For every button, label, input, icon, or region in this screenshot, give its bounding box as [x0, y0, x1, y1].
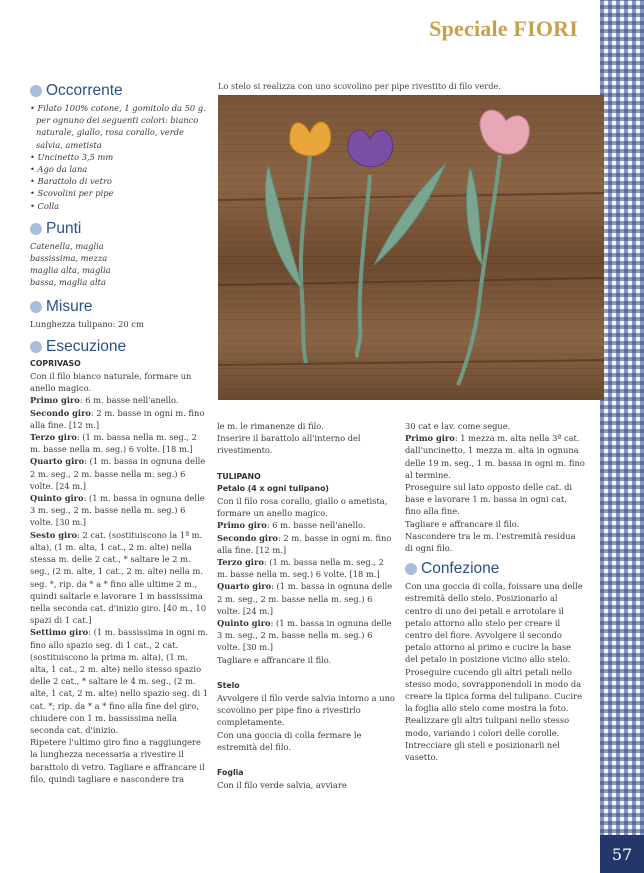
paragraph: Ripetere l'ultimo giro fino a raggiungere la lunghezza necessaria a rivestire il barattolo di vetro. Tagliare e affrancare il filo, quindi tagliare e nascondere tra — [30, 737, 205, 784]
purple-tulip — [348, 130, 446, 357]
paragraph: le m. le rimanenze di filo. — [217, 421, 324, 431]
paragraph: Quinto giro: (1 m. bassa in ognuna delle 3 m. seg., 2 m. basse nella m. seg.) 6 volte. [30 m.] — [217, 618, 392, 653]
middle-column — [217, 420, 395, 791]
paragraph: Primo giro: 1 mezza m. alta nella 3ª cat. dall'uncinetto, 1 mezza m. alta in ognuna delle 19 m. seg., 1 m. bassa in ogni m. fino al termine. — [405, 433, 585, 480]
yellow-tulip — [265, 122, 330, 363]
paragraph: Quinto giro: (1 m. bassa in ognuna delle 3 m. seg., 2 m. basse nella m. seg.) 6 volte. [30 m.] — [30, 493, 205, 528]
paragraph: Tagliare e affrancare il filo. — [217, 654, 332, 665]
tulips-photo — [218, 95, 604, 400]
misure-text: Lunghezza tulipano: 20 cm — [30, 318, 144, 329]
paragraph: Con il filo bianco naturale, formare un anello magico. — [30, 371, 192, 394]
bullet-dot-icon — [30, 85, 42, 97]
paragraph: Terzo giro: (1 m. bassa nella m. seg., 2 m. basse nella m. seg.) 6 volte. [18 m.] — [30, 432, 197, 455]
paragraph: Terzo giro: (1 m. bassa nella m. seg., 2 m. basse nella m. seg.) 6 volte. [18 m.] — [217, 557, 384, 580]
photo-caption: Lo stelo si realizza con uno scovolino per pipe rivestito di filo verde. — [218, 81, 501, 91]
materials-list — [30, 102, 208, 212]
section-esecuzione — [30, 338, 208, 356]
left-column — [30, 78, 208, 785]
list-item: • Scovolini per pipe — [30, 187, 208, 199]
petalo-title: Petalo (4 x ogni tulipano) — [217, 483, 329, 493]
list-item: • Barattolo di vetro — [30, 175, 208, 187]
stelo-title: Stelo — [217, 680, 240, 690]
bullet-dot-icon — [30, 341, 42, 353]
foglia-title: Foglia — [217, 768, 244, 778]
section-misure — [30, 298, 208, 316]
list-item: • Filato 100% cotone, 1 gomitolo da 50 g. per ognuno dei seguenti colori: bianco naturale, giallo, rosa corallo, verde salvia, ametista — [30, 102, 208, 151]
bullet-dot-icon — [30, 301, 42, 313]
paragraph: Con una goccia di colla fermare le estremità del filo. — [217, 729, 362, 752]
paragraph: Sesto giro: 2 cat. (sostituiscono la 1ª m. alta), (1 m. alta, 1 cat., 2 m. alte) nella stessa m. delle 2 cat., * saltare le 2 m. seg., (2 m. alte, 1 cat., 2 m. alte) nella m. seg. *, rip. da * a * fino alle ultime 2 m., quindi saltarle e lavorare 1 m bassissima nella seconda cat. d'inizio giro. [40 m., 10 spazi di 1 cat.] — [30, 529, 207, 626]
pink-tulip — [458, 110, 529, 385]
list-item: • Colla — [30, 200, 208, 212]
paragraph: Secondo giro: 2 m. basse in ogni m. fino alla fine. [12 m.] — [217, 532, 392, 555]
paragraph: Nascondere tra le m. l'estremità residua di ogni filo. — [405, 530, 576, 554]
paragraph: Con il filo rosa corallo, giallo o ametista, formare un anello magico. — [217, 496, 388, 519]
paragraph: Settimo giro: (1 m. bassissima in ogni m. fino allo spazio seg. di 1 cat., 2 cat. (sostituiscono la prima m. alta), (1 m. alta, 1 cat., 2 m. alte) nello stesso spazio delle 2 cat., * saltare le 4 m. seg., (2 m. alte, 1 cat, 2 m. alte) nello spazio seg. di 1 cat. *; rip. da * a * fino alla fine del giro, chiudere con 1 m. bassissima nella seconda cat. d'inizio. — [30, 627, 209, 735]
paragraph: Tagliare e affrancare il filo. — [405, 518, 520, 529]
paragraph: Con il filo verde salvia, avviare — [217, 780, 347, 791]
section-title: Punti — [46, 219, 82, 237]
paragraph: Avvolgere il filo verde salvia intorno a uno scovolino per pipe fino a rivestirlo completamente. — [217, 693, 395, 728]
section-punti — [30, 220, 208, 238]
list-item: • Uncinetto 3,5 mm — [30, 151, 208, 163]
paragraph: Con una goccia di colla, foissare una delle estremità dello stelo. Posizionarlo al centro di uno dei petali e arrotolare il petalo attorno allo stelo per creare il centro del fiore. Avvolgere il secondo petalo attorno al primo e cucire la base del petalo in posizione vicino allo stelo. Proseguire cucendo gli altri petali nello stesso modo, sovrapponendoli in modo da creare la tipica forma del tulipano. Cucire la foglia allo stelo come mostra la foto. Realizzare gli altri tulipani nello stesso modo, variando i colori delle corolle. Intrecciare gli steli e posizionarli nel vasetto. — [405, 581, 583, 763]
paragraph: 30 cat e lav. come segue. — [405, 421, 511, 431]
section-title: Confezione — [421, 560, 500, 578]
section-occorrente — [30, 82, 208, 100]
coprivaso-title: COPRIVASO — [30, 358, 81, 368]
punti-text: Catenella, maglia bassissima, mezza maglia alta, maglia bassa, maglia alta — [30, 240, 111, 288]
tulips-illustration — [218, 95, 604, 400]
list-item: • Ago da lana — [30, 163, 208, 175]
paragraph: Inserire il barattolo all'interno del rivestimento. — [217, 433, 361, 456]
section-title: Misure — [46, 297, 93, 315]
section-title: Occorrente — [46, 82, 123, 99]
paragraph: Proseguire sul lato opposto delle cat. di base e lavorare 1 m. bassa in ogni cat. fino alla fine. — [405, 482, 573, 517]
paragraph: Primo giro: 6 m. basse nell'anello. — [30, 395, 179, 406]
bullet-dot-icon — [405, 563, 417, 575]
bullet-dot-icon — [30, 223, 42, 235]
page-title: Speciale FIORI — [429, 16, 578, 41]
page-number: 57 — [600, 835, 644, 873]
paragraph: Quarto giro: (1 m. bassa in ognuna delle 2 m. seg., 2 m. basse nella m. seg.) 6 volte. [24 m.] — [30, 456, 206, 491]
paragraph: Primo giro: 6 m. basse nell'anello. — [217, 520, 366, 531]
paragraph: Secondo giro: 2 m. basse in ogni m. fino alla fine. [12 m.] — [30, 407, 205, 430]
tulipano-title: TULIPANO — [217, 471, 261, 481]
section-confezione — [405, 560, 585, 578]
paragraph: Quarto giro: (1 m. bassa in ognuna delle 2 m. seg., 2 m. basse nella m. seg.) 6 volte. [24 m.] — [217, 581, 393, 616]
gingham-border — [600, 0, 644, 873]
right-column — [405, 420, 585, 763]
section-title: Esecuzione — [46, 337, 127, 355]
